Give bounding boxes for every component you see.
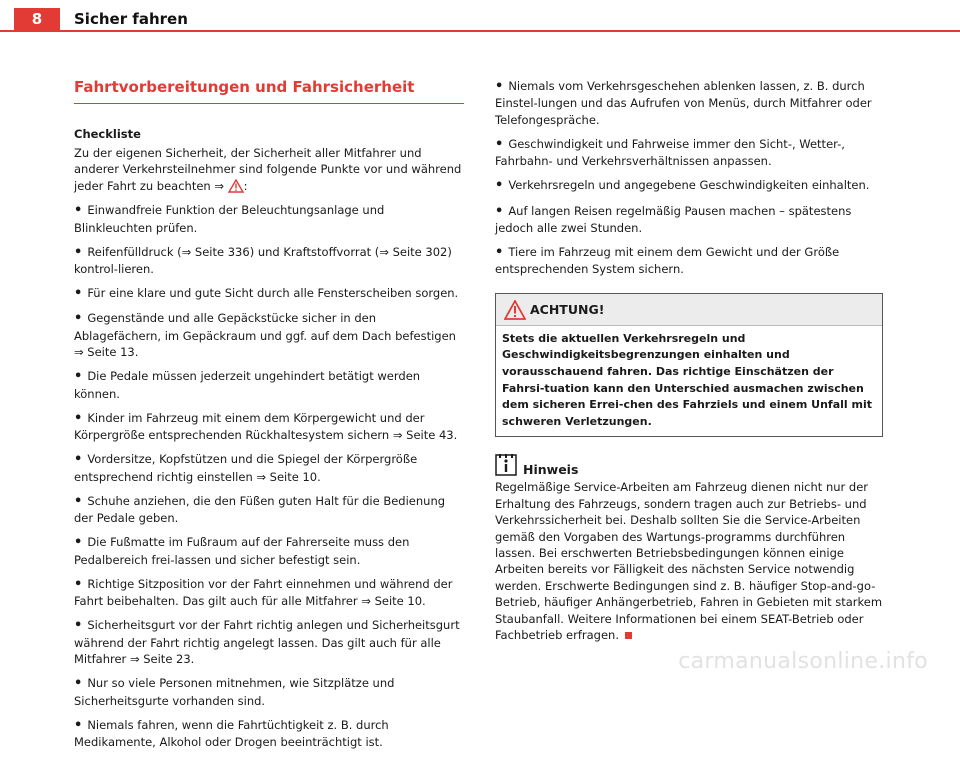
bullet-item xyxy=(74,534,464,568)
bullet-dot-icon: • xyxy=(74,493,83,509)
bullet-text: Tiere im Fahrzeug mit einem dem Gewicht und der Größe entsprechenden System sichern. xyxy=(495,245,840,277)
bullet-item xyxy=(74,310,464,360)
bullet-item xyxy=(74,451,464,485)
warning-triangle-icon xyxy=(228,179,244,193)
bullet-dot-icon: • xyxy=(74,244,83,260)
bullet-dot-icon: • xyxy=(74,410,83,426)
bullet-dot-icon: • xyxy=(74,369,83,385)
bullet-dot-icon: • xyxy=(495,178,504,194)
bullet-item xyxy=(74,675,464,709)
bullet-text: Sicherheitsgurt vor der Fahrt richtig anlegen und Sicherheitsgurt während der Fahrt richtig angelegt lassen. Das gilt auch für alle Mitfahrer ⇒ Seite 23. xyxy=(74,618,460,667)
bullet-text: Einwandfreie Funktion der Beleuchtungsanlage und Blinkleuchten prüfen. xyxy=(74,203,385,235)
bullet-item xyxy=(495,244,883,278)
warning-box xyxy=(495,293,883,438)
hint-title: Hinweis xyxy=(523,462,579,478)
bullet-item xyxy=(74,576,464,610)
bullet-text: Schuhe anziehen, die den Füßen guten Halt für die Bedienung der Pedale geben. xyxy=(74,493,446,526)
bullet-dot-icon: • xyxy=(74,618,83,634)
bullet-dot-icon: • xyxy=(495,203,504,219)
warning-title: ACHTUNG! xyxy=(530,301,605,317)
chapter-title: Sicher fahren xyxy=(74,10,188,28)
hint-header xyxy=(495,454,883,478)
bullet-dot-icon: • xyxy=(74,535,83,551)
warning-header xyxy=(496,294,882,326)
bullet-text: Richtige Sitzposition vor der Fahrt einnehmen und während der Fahrt beibehalten. Das gilt auch für alle Mitfahrer ⇒ Seite 10. xyxy=(74,576,453,609)
bullet-dot-icon: • xyxy=(74,286,83,302)
bullet-dot-icon: • xyxy=(495,245,504,260)
bullet-item xyxy=(74,617,464,667)
bullet-item xyxy=(74,493,464,527)
end-marker-icon xyxy=(625,632,632,639)
intro-text: Zu der eigenen Sicherheit, der Sicherheit aller Mitfahrer und anderer Verkehrsteilnehmer sind folgende Punkte vor und während jeder Fahrt zu beachten ⇒ xyxy=(74,146,462,193)
bullet-item xyxy=(74,202,464,236)
page-header xyxy=(0,8,960,32)
bullet-item xyxy=(495,177,883,194)
note-icon xyxy=(495,454,517,476)
bullet-item xyxy=(74,410,464,444)
bullet-dot-icon: • xyxy=(495,136,504,152)
bullet-text: Reifenfülldruck (⇒ Seite 336) und Kraftstoffvorrat (⇒ Seite 302) kontrol-lieren. xyxy=(74,244,452,277)
bullet-dot-icon: • xyxy=(74,576,83,592)
warning-triangle-icon xyxy=(504,300,526,320)
bullet-dot-icon: • xyxy=(74,311,83,327)
bullet-dot-icon: • xyxy=(74,676,83,692)
bullet-text: Für eine klare und gute Sicht durch alle Fensterscheiben sorgen. xyxy=(87,286,459,301)
bullet-text: Niemals vom Verkehrsgeschehen ablenken lassen, z. B. durch Einstel-lungen und das Aufrufen von Menüs, durch Mitfahrer oder Telefongespräche. xyxy=(495,79,872,127)
left-column xyxy=(74,78,464,758)
bullet-item xyxy=(74,244,464,278)
checklist-intro: Zu der eigenen Sicherheit, der Sicherheit aller Mitfahrer und anderer Verkehrsteilnehmer sind folgende Punkte vor und während jeder Fahrt zu beachten ⇒ : xyxy=(74,146,462,193)
bullet-text: Niemals fahren, wenn die Fahrtüchtigkeit z. B. durch Medikamente, Alkohol oder Drogen beeinträchtigt ist. xyxy=(74,717,389,750)
bullet-item xyxy=(74,285,464,302)
page-number: 8 xyxy=(14,8,60,32)
hint-text: Regelmäßige Service-Arbeiten am Fahrzeug dienen nicht nur der Erhaltung des Fahrzeugs, sondern tragen auch zur Betriebs- und Verkehrssicherheit bei. Deshalb sollten Sie die Service-Arbeiten gemäß den Vorgaben des Wartungs-programms durchführen lassen. Bei erschwerten Betriebsbedingungen können einige Arbeiten bereits vor Fälligkeit des nächsten Service notwendig werden. Erschwerte Bedingungen sind z. B. häufiger Stop-and-go-Betrieb, häufiger Anhängerbetrieb, Fahren in Gebieten mit starkem Staubanfall. Weitere Informationen bei einem SEAT-Betrieb oder Fachbetrieb erfragen. xyxy=(495,480,883,643)
bullet-item xyxy=(495,203,883,237)
bullet-text: Nur so viele Personen mitnehmen, wie Sitzplätze und Sicherheitsgurte vorhanden sind. xyxy=(74,676,395,708)
bullet-dot-icon: • xyxy=(74,452,83,468)
bullet-text: Verkehrsregeln und angegebene Geschwindigkeiten einhalten. xyxy=(508,178,870,193)
bullet-item xyxy=(74,368,464,402)
checklist-left xyxy=(74,202,464,750)
checklist-title: Checkliste xyxy=(74,127,141,141)
bullet-text: Die Fußmatte im Fußraum auf der Fahrerseite muss den Pedalbereich frei-lassen und sicher befestigt sein. xyxy=(74,535,410,567)
right-column xyxy=(495,78,883,643)
bullet-text: Gegenstände und alle Gepäckstücke sicher in den Ablagefächern, im Gepäckraum und ggf. auf dem Dach befestigen ⇒ Seite 13. xyxy=(74,311,456,360)
bullet-dot-icon: • xyxy=(74,203,83,219)
bullet-text: Geschwindigkeit und Fahrweise immer den Sicht-, Wetter-, Fahrbahn- und Verkehrsverhältnissen anpassen. xyxy=(495,136,845,169)
bullet-item xyxy=(495,78,883,128)
bullet-item xyxy=(495,136,883,170)
section-title: Fahrtvorbereitungen und Fahrsicherheit xyxy=(74,78,464,104)
warning-text: Stets die aktuellen Verkehrsregeln und Geschwindigkeitsbegrenzungen einhalten und vorausschauend fahren. Das richtige Einschätzen der Fahrsi-tuation kann den Unterschied ausmachen zwischen dem sicheren Errei-chen des Fahrziels und einem Unfall mit schweren Verletzungen. xyxy=(502,331,872,428)
bullet-text: Vordersitze, Kopfstützen und die Spiegel der Körpergröße entsprechend richtig einstellen ⇒ Seite 10. xyxy=(74,452,418,484)
bullet-dot-icon: • xyxy=(495,79,504,94)
bullet-dot-icon: • xyxy=(74,717,83,733)
bullet-text: Auf langen Reisen regelmäßig Pausen machen – spätestens jedoch alle zwei Stunden. xyxy=(495,203,852,235)
bullet-text: Die Pedale müssen jederzeit ungehindert betätigt werden können. xyxy=(74,369,421,401)
checklist-right xyxy=(495,78,883,278)
hint-paragraph xyxy=(495,479,883,643)
watermark: carmanualsonline.info xyxy=(678,649,928,674)
bullet-item xyxy=(74,717,464,751)
bullet-text: Kinder im Fahrzeug mit einem dem Körpergewicht und der Körpergröße entsprechenden Rückhaltesystem sichern ⇒ Seite 43. xyxy=(74,410,458,443)
